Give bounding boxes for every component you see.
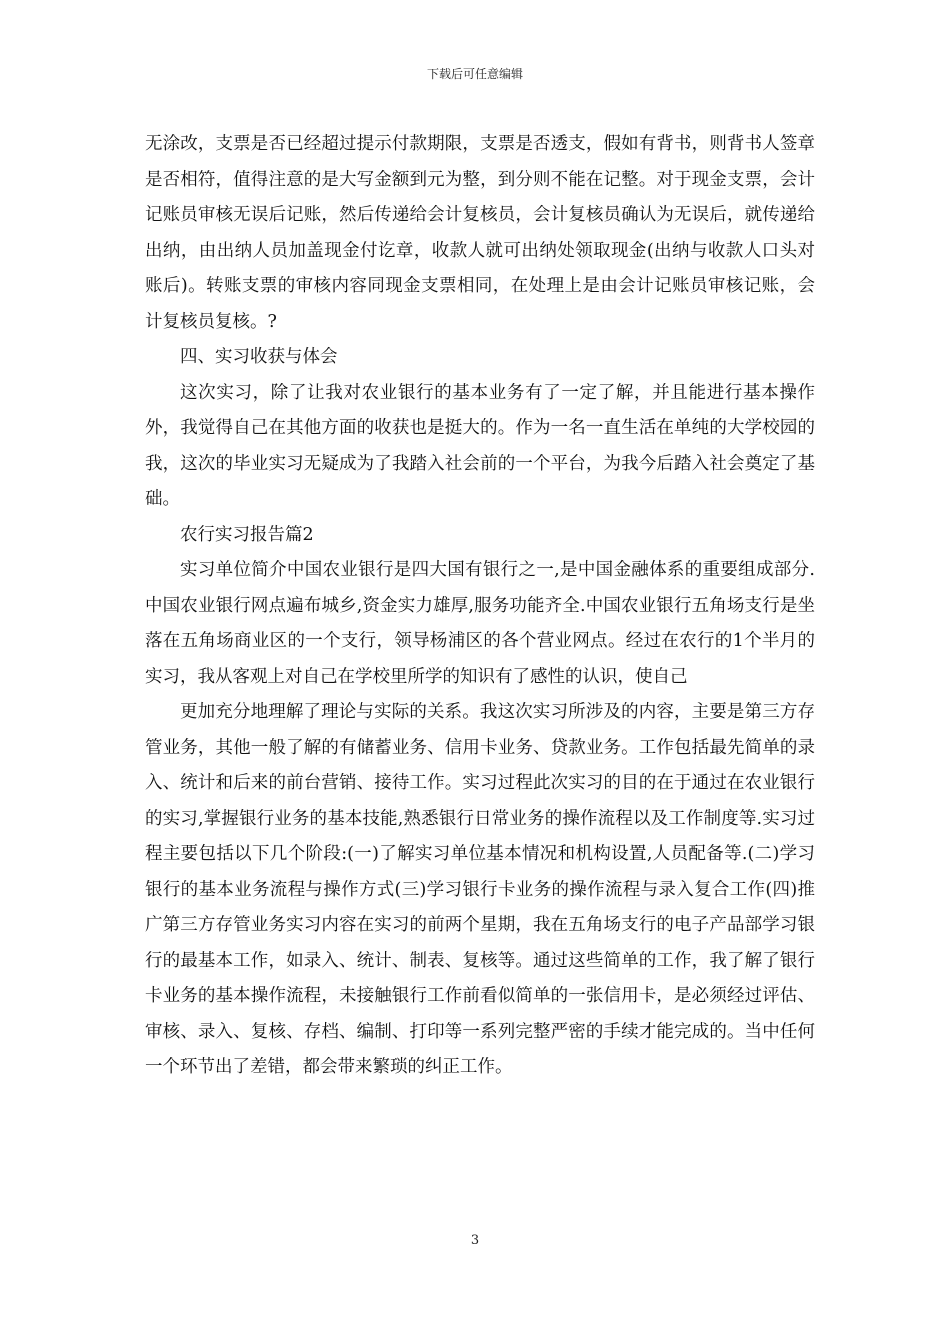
document-body [145,127,815,1086]
paragraph-4: 更加充分地理解了理论与实际的关系。我这次实习所涉及的内容，主要是第三方存管业务，其他一般了解的有储蓄业务、信用卡业务、贷款业务。工作包括最先简单的录入、统计和后来的前台营销、接待工作。实习过程此次实习的目的在于通过在农业银行的实习,掌握银行业务的基本技能,熟悉银行日常业务的操作流程以及工作制度等.实习过程主要包括以下几个阶段:(一)了解实习单位基本情况和机构设置,人员配备等.(二)学习银行的基本业务流程与操作方式(三)学习银行卡业务的操作流程与录入复合工作(四)推广第三方存管业务实习内容在实习的前两个星期，我在五角场支行的电子产品部学习银行的最基本工作，如录入、统计、制表、复核等。通过这些简单的工作，我了解了银行卡业务的基本操作流程，未接触银行工作前看似简单的一张信用卡，是必须经过评估、审核、录入、复核、存档、编制、打印等一系列完整严密的手续才能完成的。当中任何一个环节出了差错，都会带来繁琐的纠正工作。 [145,702,815,1077]
paragraph-3: 实习单位简介中国农业银行是四大国有银行之一,是中国金融体系的重要组成部分.中国农业银行网点遍布城乡,资金实力雄厚,服务功能齐全.中国农业银行五角场支行是坐落在五角场商业区的一个支行，领导杨浦区的各个营业网点。经过在农行的1个半月的实习，我从客观上对自己在学校里所学的知识有了感性的认识，使自己 [145,560,815,687]
section-heading-4: 四、实习收获与体会 [180,347,338,367]
report-title-2: 农行实习报告篇2 [180,524,314,545]
paragraph-2: 这次实习，除了让我对农业银行的基本业务有了一定了解，并且能进行基本操作外，我觉得自己在其他方面的收获也是挺大的。作为一名一直生活在单纯的大学校园的我，这次的毕业实习无疑成为了我踏入社会前的一个平台，为我今后踏入社会奠定了基础。 [145,382,815,509]
page-number: 3 [470,1233,480,1248]
page-header-note: 下载后可任意编辑 [426,67,523,81]
paragraph-1: 无涂改，支票是否已经超过提示付款期限，支票是否透支，假如有背书，则背书人签章是否相符，值得注意的是大写金额到元为整，到分则不能在记整。对于现金支票，会计记账员审核无误后记账，然后传递给会计复核员，会计复核员确认为无误后，就传递给出纳，由出纳人员加盖现金付讫章，收款人就可出纳处领取现金(出纳与收款人口头对账后)。转账支票的审核内容同现金支票相同，在处理上是由会计记账员审核记账，会计复核员复核。? [145,134,815,332]
